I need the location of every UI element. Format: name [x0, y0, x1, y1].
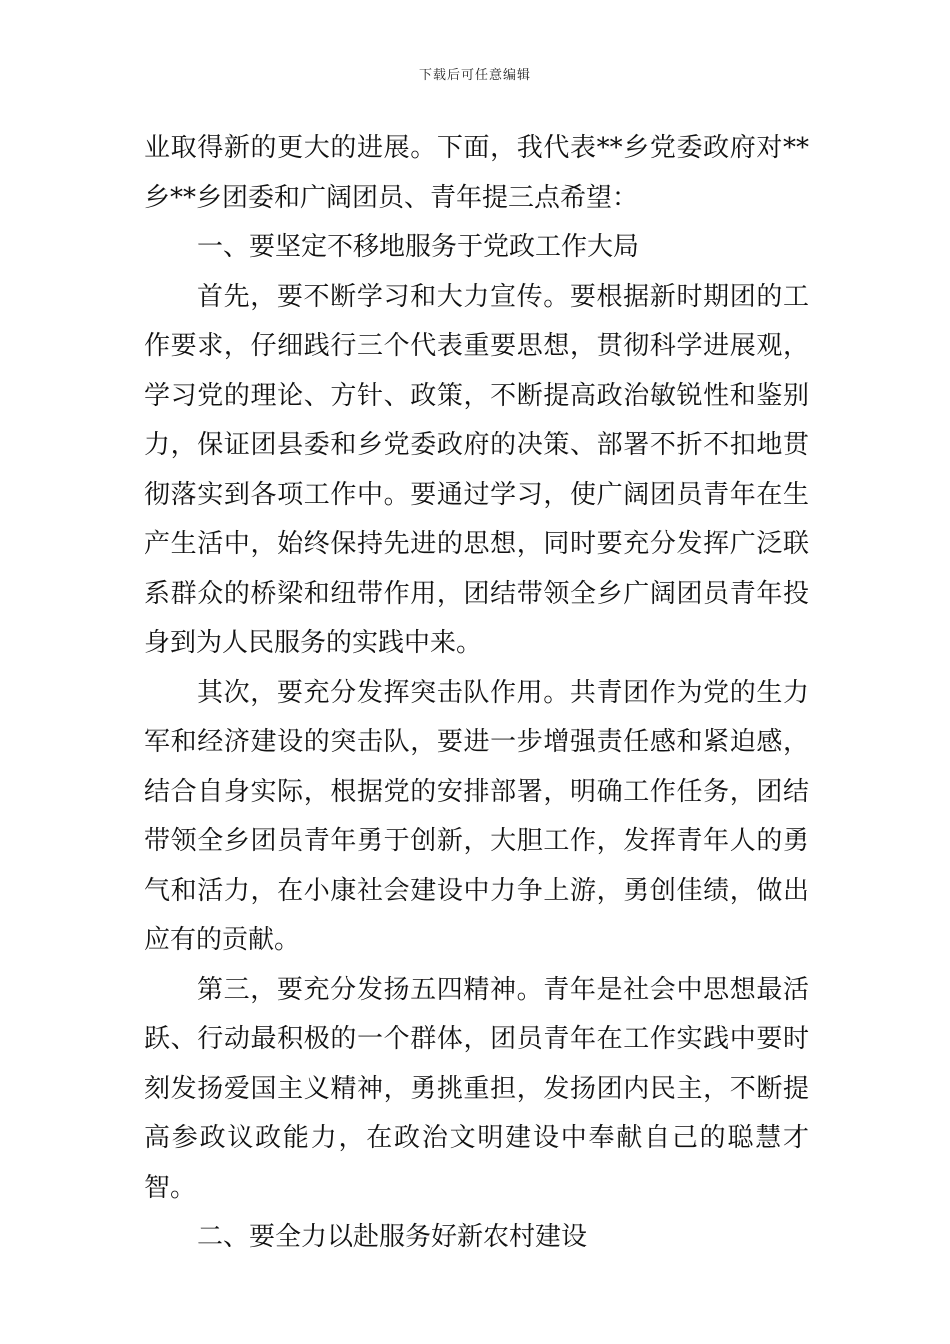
paragraph-second: 其次，要充分发挥突击队作用。共青团作为党的生力军和经济建设的突击队，要进一步增强责任感和紧迫感，结合自身实际，根据党的安排部署，明确工作任务，团结带领全乡团员青年勇于创新，大胆工作，发挥青年人的勇气和活力，在小康社会建设中力争上游，勇创佳绩，做出应有的贡献。 [144, 677, 809, 955]
page-header-note: 下载后可任意编辑 [418, 68, 531, 83]
paragraph-first: 首先，要不断学习和大力宣传。要根据新时期团的工作要求，仔细践行三个代表重要思想，贯彻科学进展观，学习党的理论、方针、政策，不断提高政治敏锐性和鉴别力，保证团县委和乡党委政府的决策、部署不折不扣地贯彻落实到各项工作中。要通过学习，使广阔团员青年在生产生活中，始终保持先进的思想，同时要充分发挥广泛联系群众的桥梁和纽带作用，团结带领全乡广阔团员青年投身到为人民服务的实践中来。 [144, 281, 809, 658]
section-heading-1: 一、要坚定不移地服务于党政工作大局 [197, 232, 640, 262]
document-body [144, 124, 809, 1263]
paragraph-continuation: 业取得新的更大的进展。下面，我代表**乡党委政府对**乡**乡团委和广阔团员、青年提三点希望： [144, 133, 809, 213]
paragraph-third: 第三，要充分发扬五四精神。青年是社会中思想最活跃、行动最积极的一个群体，团员青年在工作实践中要时刻发扬爱国主义精神，勇挑重担，发扬团内民主，不断提高参政议政能力，在政治文明建设中奉献自己的聪慧才智。 [144, 974, 809, 1203]
section-heading-2: 二、要全力以赴服务好新农村建设 [197, 1222, 588, 1252]
